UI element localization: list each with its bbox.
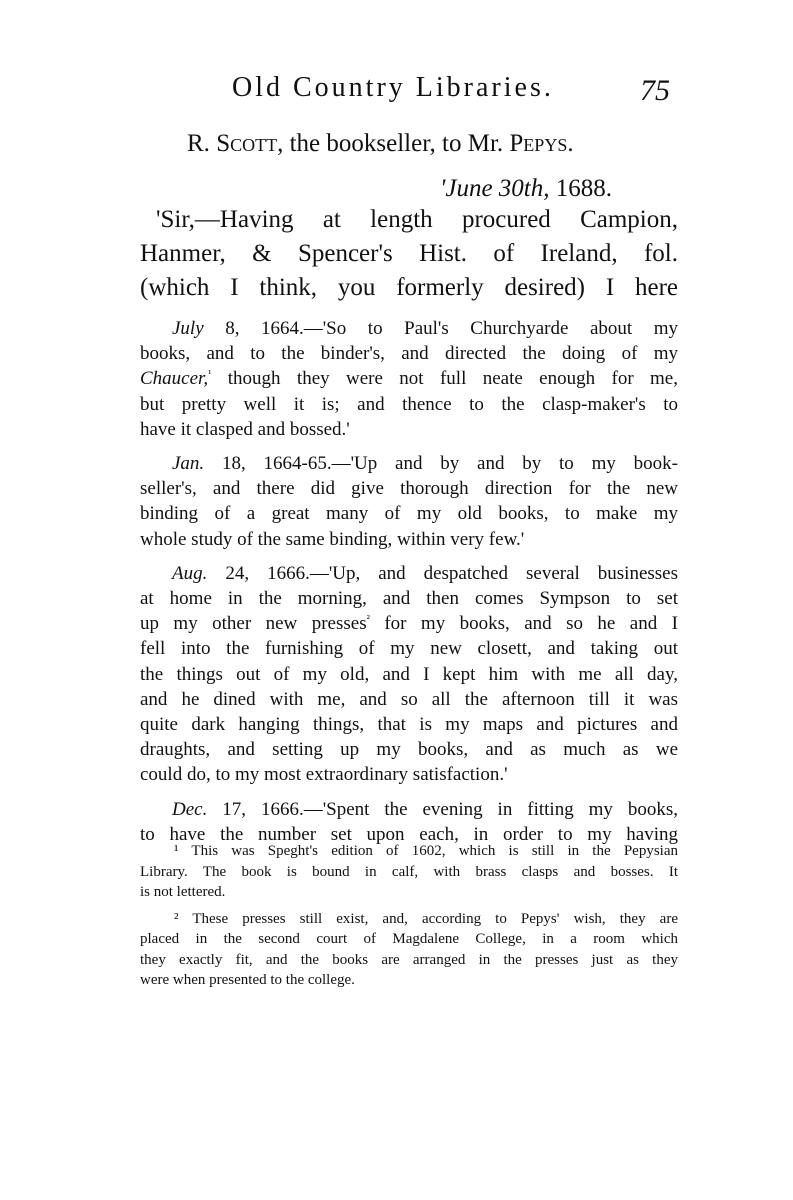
footnote-ref: ¹ — [208, 368, 212, 381]
diary-entry: Dec. 17, 1666.—'Spent the evening in fitting my books, to have the number set upon each, in order to my having — [140, 798, 678, 845]
diary-entry: Jan. 18, 1664-65.—'Up and by and by to my book- seller's, and there did give thorough direction for the new binding of a great many of my old books, to make my whole study of the same binding, within very few.' — [140, 453, 678, 550]
letter-line: Hanmer, & Spencer's Hist. of Ireland, fol. — [140, 240, 678, 267]
footnote-ref: ² — [366, 613, 370, 626]
letter-date: 'June 30th, 1688. — [440, 175, 612, 202]
letter-line: 'Sir,—Having at length procured Campion, — [156, 206, 678, 233]
letter-body — [140, 203, 678, 305]
footnote: ² These presses still exist, and, according to Pepys' wish, they are placed in the second court of Magdalene College, in a room which they exactly fit, and the books are arranged in the presses just as they were when presented to the college. — [140, 910, 678, 988]
page-number: 75 — [640, 74, 670, 107]
diary-entry: Aug. 24, 1666.—'Up, and despatched several businesses at home in the morning, and then comes Sympson to set up my other new presses$^{^2}$ for my books, and so he and I fell into the furnishing of my new closett, and taking out the things out of my old, and I kept him with me all day, and he dined with me, and so all the afternoon till it was quite dark hanging things, that is my maps and pictures and draughts, and setting up my books, and as much as we could do, to my most extraordinary satisfaction.' — [140, 562, 678, 786]
letter-line: (which I think, you formerly desired) I here — [140, 274, 678, 301]
diary-extracts — [140, 316, 678, 856]
letter-heading: R. Scott, the bookseller, to Mr. Pepys. — [187, 130, 574, 157]
diary-entry: July 8, 1664.—'So to Paul's Churchyarde about my books, and to the binder's, and directed the doing of my Chaucer,$^{^1}$ though they were not full neate enough for me, but pretty well it is; and thence to the clasp-maker's to have it clasped and bossed.' — [140, 318, 678, 440]
footnotes — [140, 841, 678, 997]
running-title: Old Country Libraries. — [232, 72, 554, 103]
footnote: ¹ This was Speght's edition of 1602, which is still in the Pepysian Library. The book is bound in calf, with brass clasps and bosses. It is not lettered. — [140, 843, 678, 900]
